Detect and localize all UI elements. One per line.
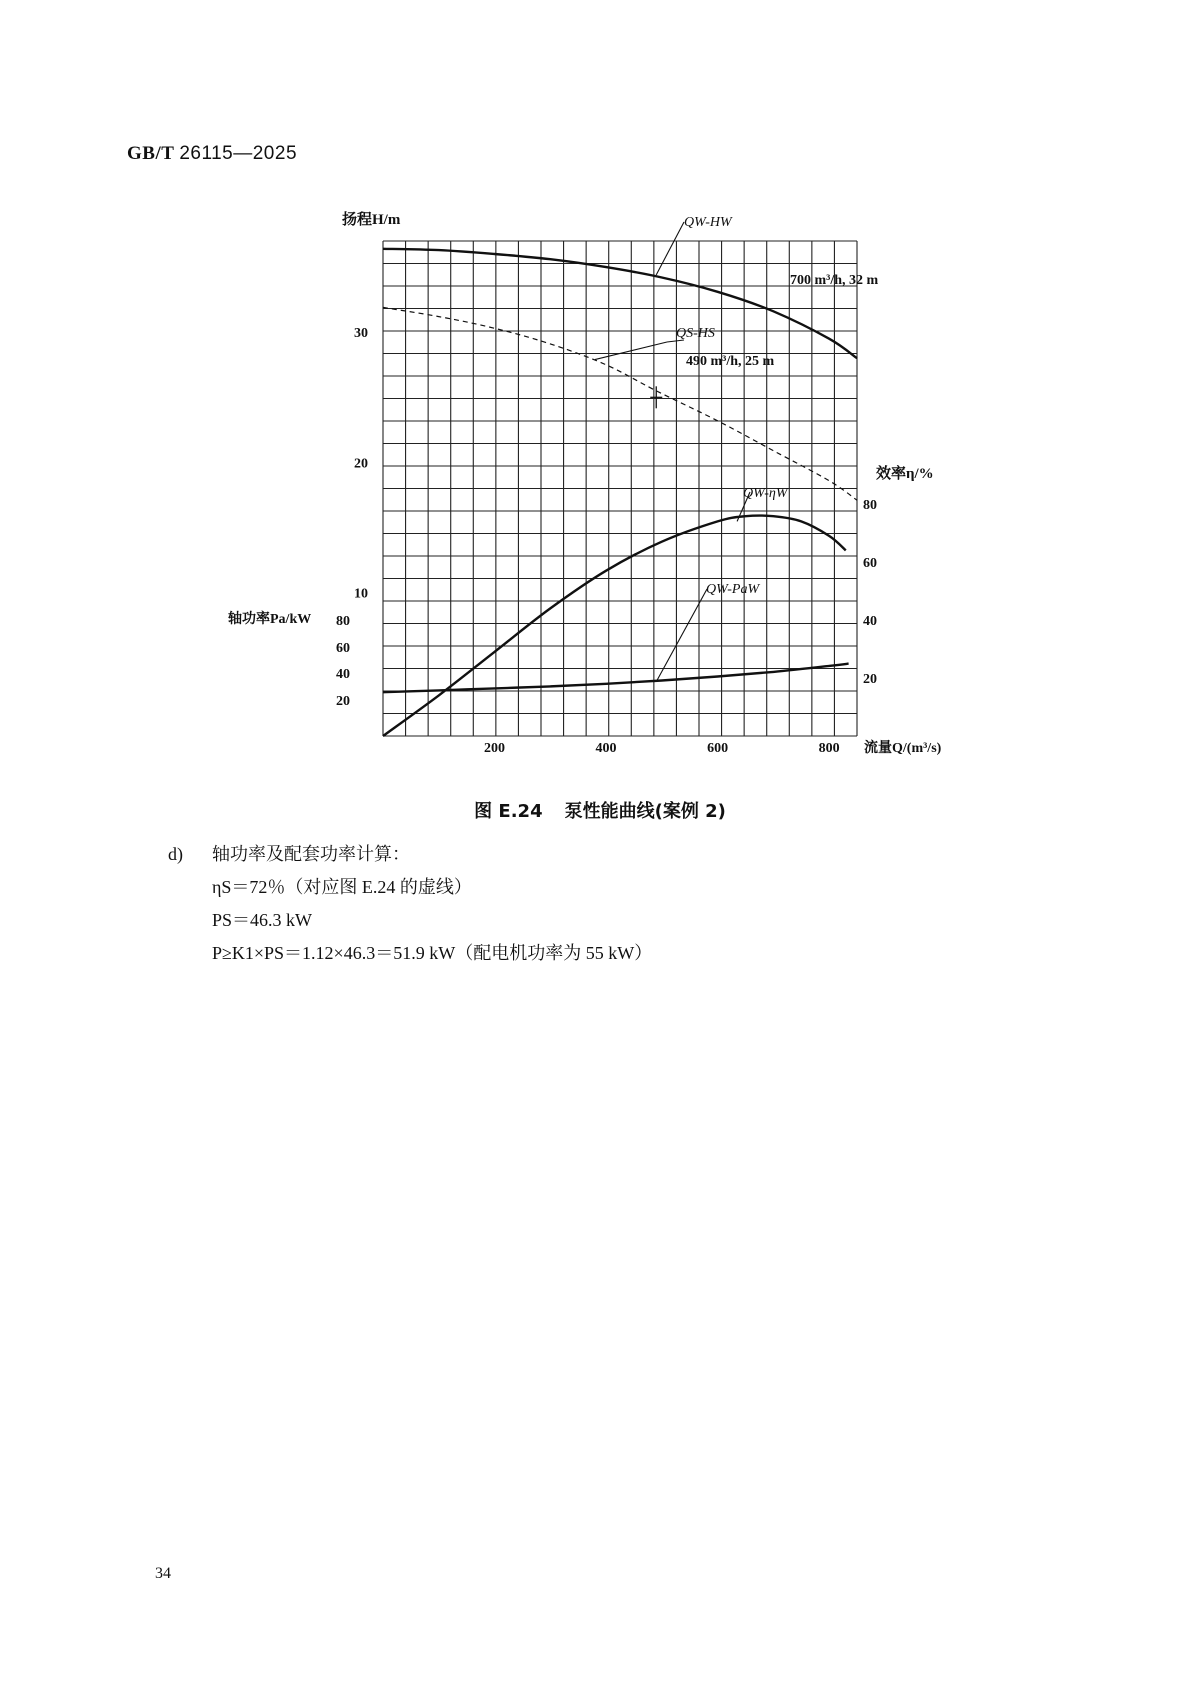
- qw-hw-leader: [656, 222, 684, 275]
- design-point-annotation: 700 m³/h, 32 m: [790, 273, 879, 288]
- head-tick-label: 20: [354, 456, 368, 472]
- standard-number: 26115—2025: [179, 143, 298, 164]
- power-tick-label: 40: [336, 667, 350, 682]
- efficiency-tick-label: 60: [863, 556, 877, 571]
- head-tick-label: 10: [354, 586, 368, 602]
- pump-performance-chart: [0, 0, 1200, 790]
- figure-number: 图 E.24: [474, 801, 543, 822]
- motor-power-line: P≥K1×PS＝1.12×46.3＝51.9 kW（配电机功率为 55 kW）: [212, 943, 653, 963]
- qw-hw-label: QW-HW: [684, 215, 732, 230]
- x-tick-label: 800: [818, 741, 840, 756]
- efficiency-tick-label: 40: [863, 614, 877, 629]
- operating-point-annotation: 490 m³/h, 25 m: [686, 354, 775, 369]
- power-tick-label: 20: [336, 694, 350, 709]
- calculation-heading: 轴功率及配套功率计算：: [212, 844, 410, 864]
- qw-power-curve: [383, 664, 849, 693]
- power-axis-label: 轴功率Pa/kW: [228, 612, 312, 627]
- qs-hs-label: QS-HS: [676, 326, 715, 341]
- efficiency-line: ηS＝72％（对应图 E.24 的虚线）: [212, 877, 472, 897]
- figure-caption: [0, 797, 1200, 823]
- calculation-section: [168, 838, 652, 970]
- shaft-power-line: PS＝46.3 kW: [212, 910, 313, 930]
- head-tick-label: 30: [354, 326, 368, 342]
- qw-hw-curve: [383, 249, 857, 358]
- qw-efficiency-curve: [383, 516, 846, 736]
- item-label: d): [168, 844, 183, 864]
- qw-power-label: QW-PaW: [706, 582, 760, 597]
- x-tick-label: 400: [595, 741, 617, 756]
- efficiency-tick-label: 20: [863, 672, 877, 687]
- efficiency-axis-label: 效率η/%: [876, 466, 934, 482]
- head-axis-label: 扬程H/m: [342, 212, 401, 228]
- qs-hs-curve: [383, 307, 857, 500]
- x-axis-label: 流量Q/(m³/s): [864, 741, 942, 756]
- figure-title: 泵性能曲线(案例 2): [564, 801, 726, 822]
- calculation-heading-row: [168, 838, 652, 871]
- page-number: 34: [155, 1565, 171, 1582]
- power-tick-label: 80: [336, 614, 350, 629]
- efficiency-tick-label: 80: [863, 498, 877, 513]
- standard-prefix: GB/T: [127, 143, 175, 164]
- qw-efficiency-label: QW-ηW: [743, 486, 788, 501]
- power-tick-label: 60: [336, 641, 350, 656]
- chart-labels: [595, 215, 879, 682]
- x-tick-label: 200: [484, 741, 506, 756]
- x-tick-label: 600: [707, 741, 729, 756]
